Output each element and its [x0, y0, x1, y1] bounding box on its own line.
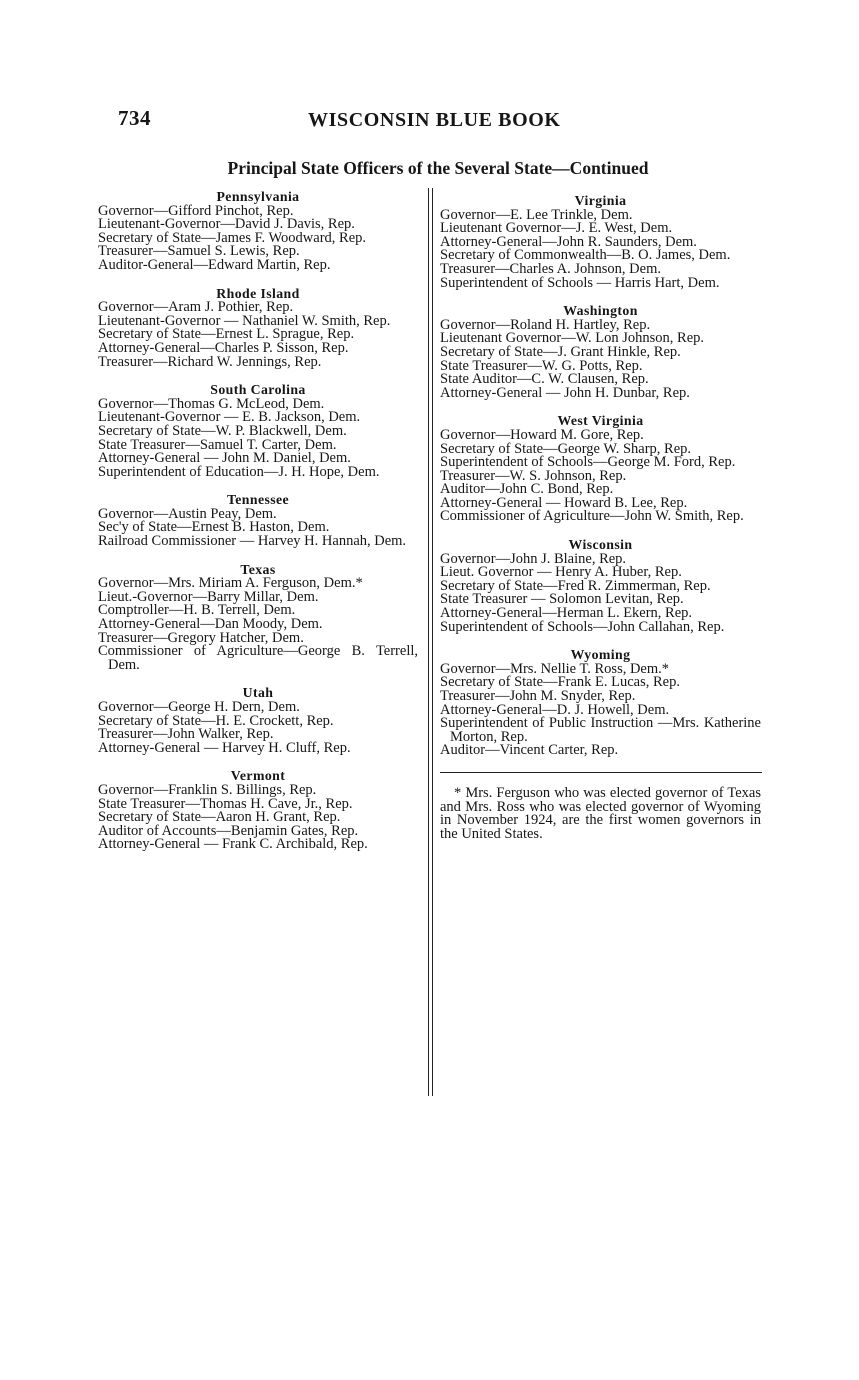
state-section: [440, 414, 761, 524]
state-name: Utah: [242, 685, 274, 701]
state-section: [440, 538, 761, 634]
officer-entry: Lieutenant Governor—W. Lon Johnson, Rep.: [440, 330, 705, 347]
officer-entry: Attorney-General—John R. Saunders, Dem.: [440, 233, 697, 250]
officer-entry: Attorney-General — John M. Daniel, Dem.: [98, 450, 351, 467]
officer-entry: Attorney-General—Charles P. Sisson, Rep.: [98, 339, 349, 356]
state-section: [98, 190, 418, 273]
state-name: Washington: [563, 303, 638, 319]
officer-entry: Lieutenant Governor—J. E. West, Dem.: [440, 220, 673, 237]
officer-entry: Attorney-General—Dan Moody, Dem.: [98, 616, 323, 633]
officer-entry: Secretary of State—H. E. Crockett, Rep.: [98, 712, 334, 729]
state-section: [440, 304, 761, 400]
state-section: [98, 383, 418, 479]
officer-entry: Attorney-General—D. J. Howell, Dem.: [440, 701, 670, 718]
officer-entry: Treasurer—Samuel S. Lewis, Rep.: [98, 243, 300, 260]
state-name: Tennessee: [226, 492, 290, 508]
officer-entry: Superintendent of Schools—John Callahan, Rep.: [440, 618, 725, 635]
officer-entry: Auditor of Accounts—Benjamin Gates, Rep.: [98, 822, 359, 839]
officer-entry: Secretary of Commonwealth—B. O. James, Dem.: [440, 247, 731, 264]
state-name: Texas: [240, 561, 276, 577]
officer-entry: Auditor—Vincent Carter, Rep.: [440, 742, 619, 759]
officer-entry: Governor—Mrs. Miriam A. Ferguson, Dem.*: [98, 575, 363, 592]
state-name: Pennsylvania: [216, 189, 300, 204]
officer-entry: Governor—Roland H. Hartley, Rep.: [440, 316, 651, 333]
state-section: [98, 686, 418, 755]
officer-entry: Railroad Commissioner — Harvey H. Hannah, Dem.: [98, 533, 407, 550]
right-state-list: [440, 194, 761, 758]
officer-entry: Secretary of State—W. P. Blackwell, Dem.: [98, 422, 347, 439]
officer-entry: Attorney-General — Howard B. Lee, Rep.: [440, 494, 688, 511]
officer-entry: Governor—Howard M. Gore, Rep.: [440, 426, 644, 443]
state-section: [98, 493, 418, 548]
officer-entry: Comptroller—H. B. Terrell, Dem.: [98, 602, 296, 619]
officer-entry: Lieutenant-Governor — Nathaniel W. Smith, Rep.: [98, 312, 391, 329]
officer-entry: Lieut.-Governor—Barry Millar, Dem.: [98, 588, 319, 605]
officer-entry: Treasurer—Gregory Hatcher, Dem.: [98, 629, 304, 646]
officer-entry: Governor—John J. Blaine, Rep.: [440, 550, 627, 567]
officer-entry: Secretary of State—J. Grant Hinkle, Rep.: [440, 343, 681, 360]
officer-entry: Governor—Mrs. Nellie T. Ross, Dem.*: [440, 660, 670, 677]
state-name: Virginia: [574, 193, 627, 208]
officer-entry: Auditor-General—Edward Martin, Rep.: [98, 256, 331, 273]
officer-entry: Attorney-General—Herman L. Ekern, Rep.: [440, 605, 693, 622]
officer-entry: Sec'y of State—Ernest B. Haston, Dem.: [98, 519, 330, 536]
state-name: Wyoming: [570, 647, 631, 663]
state-section: [440, 194, 761, 290]
state-name: Wisconsin: [568, 537, 633, 553]
officer-entry: Governor—Austin Peay, Dem.: [98, 505, 277, 522]
officer-entry: Auditor—John C. Bond, Rep.: [440, 481, 614, 498]
footnote: * Mrs. Ferguson who was elected governor of Texas and Mrs. Ross who was elected governor of Wyoming in November 1924, are the first women governors in the United States.: [440, 784, 761, 842]
officer-entry: Secretary of State—Ernest L. Sprague, Rep.: [98, 326, 355, 343]
running-head: WISCONSIN BLUE BOOK: [308, 109, 561, 131]
column-divider: [428, 188, 429, 1096]
officer-entry: State Treasurer—Samuel T. Carter, Dem.: [98, 436, 337, 453]
officer-entry: Superintendent of Schools — Harris Hart, Dem.: [440, 274, 720, 291]
officer-entry: Lieutenant-Governor—David J. Davis, Rep.: [98, 216, 355, 233]
officer-entry: Treasurer—John Walker, Rep.: [98, 726, 274, 743]
officer-entry: Governor—Gifford Pinchot, Rep.: [98, 202, 294, 219]
officer-entry: Superintendent of Education—J. H. Hope, Dem.: [98, 463, 380, 480]
officer-entry: Governor—Franklin S. Billings, Rep.: [98, 781, 317, 798]
state-name: Rhode Island: [216, 285, 300, 301]
officer-entry: Governor—George H. Dern, Dem.: [98, 699, 300, 715]
officer-entry: Governor—Thomas G. McLeod, Dem.: [98, 395, 325, 412]
officer-entry: State Treasurer—W. G. Potts, Rep.: [440, 357, 643, 374]
footnote-divider: [440, 772, 762, 773]
column-divider: [432, 188, 433, 1096]
officer-entry: Treasurer—Charles A. Johnson, Dem.: [440, 260, 661, 277]
state-section: [98, 287, 418, 370]
officer-entry: Superintendent of Schools—George M. Ford, Rep.: [440, 454, 736, 471]
officer-entry: Superintendent of Public Instruction —Mrs. Katherine Morton, Rep.: [440, 715, 761, 745]
state-name: Vermont: [230, 768, 286, 784]
state-section: [440, 648, 761, 758]
page-number: 734: [118, 106, 151, 130]
state-section: [98, 769, 418, 852]
officer-entry: State Treasurer—Thomas H. Cave, Jr., Rep.: [98, 795, 353, 812]
officer-entry: Governor—Aram J. Pothier, Rep.: [98, 299, 294, 316]
officer-entry: Attorney-General — Frank C. Archibald, Rep.: [98, 836, 368, 853]
officer-entry: State Treasurer — Solomon Levitan, Rep.: [440, 591, 684, 608]
officer-entry: Treasurer—John M. Snyder, Rep.: [440, 688, 636, 704]
officer-entry: Attorney-General — Harvey H. Cluff, Rep.: [98, 739, 351, 756]
officer-entry: Commissioner of Agriculture—George B. Terrell, Dem.: [98, 643, 418, 673]
officer-entry: Lieut. Governor — Henry A. Huber, Rep.: [440, 564, 682, 581]
section-title: Principal State Officers of the Several State—Continued: [227, 158, 649, 178]
state-name: South Carolina: [210, 382, 306, 398]
left-column: [98, 190, 418, 866]
officer-entry: Secretary of State—Frank E. Lucas, Rep.: [440, 674, 680, 691]
state-section: [98, 563, 418, 673]
officer-entry: Secretary of State—James F. Woodward, Rep.: [98, 229, 367, 246]
officer-entry: Secretary of State—Aaron H. Grant, Rep.: [98, 809, 341, 826]
officer-entry: Commissioner of Agriculture—John W. Smith, Rep.: [440, 508, 744, 525]
officer-entry: Secretary of State—George W. Sharp, Rep.: [440, 440, 692, 457]
officer-entry: Secretary of State—Fred R. Zimmerman, Rep.: [440, 577, 711, 594]
state-name: West Virginia: [557, 413, 644, 429]
officer-entry: Governor—E. Lee Trinkle, Dem.: [440, 206, 633, 223]
officer-entry: Attorney-General — John H. Dunbar, Rep.: [440, 384, 690, 401]
officer-entry: State Auditor—C. W. Clausen, Rep.: [440, 371, 649, 388]
officer-entry: Treasurer—W. S. Johnson, Rep.: [440, 467, 627, 484]
officer-entry: Lieutenant-Governor — E. B. Jackson, Dem.: [98, 409, 361, 426]
officer-entry: Treasurer—Richard W. Jennings, Rep.: [98, 353, 322, 370]
right-column: [440, 194, 761, 841]
